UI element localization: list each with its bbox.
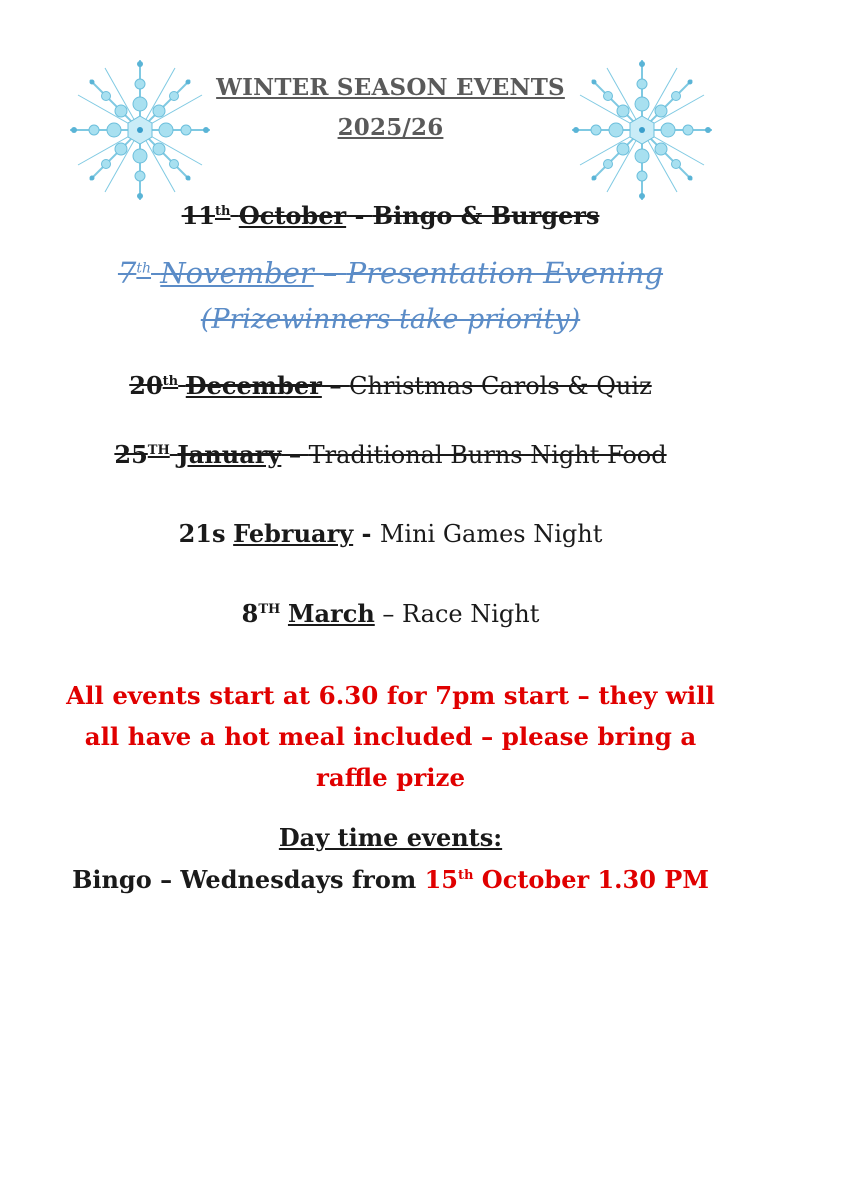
event-month: October — [238, 201, 347, 230]
event-day: 8 — [241, 599, 259, 628]
daytime-day-suffix: th — [457, 868, 474, 883]
event-description: Race Night — [402, 600, 540, 628]
notice-line: all have a hot meal included – please bring a — [84, 722, 697, 751]
event-day: 7 — [117, 256, 137, 290]
event-november-note: (Prizewinners take priority) — [200, 304, 581, 335]
notice-line: All events start at 6.30 for 7pm start – they will — [66, 681, 715, 710]
event-description: Mini Games Night — [379, 520, 603, 548]
event-day-suffix: TH — [258, 602, 281, 617]
event-day-suffix: th — [214, 204, 231, 219]
event-january — [0, 440, 781, 469]
event-day-suffix: TH — [147, 443, 170, 458]
event-separator: - — [353, 519, 380, 548]
event-day: 21s — [178, 519, 226, 548]
event-day: 20 — [129, 371, 163, 400]
event-march — [0, 599, 781, 628]
events-notice — [60, 675, 721, 798]
event-day: 11 — [181, 201, 215, 230]
daytime-prefix: Bingo – Wednesdays from — [72, 865, 425, 894]
event-month: November — [160, 256, 314, 290]
event-month: March — [287, 599, 375, 628]
event-day-suffix: th — [162, 374, 179, 389]
daytime-bingo — [0, 865, 781, 894]
event-december — [0, 371, 781, 400]
event-november — [0, 256, 781, 290]
event-february — [0, 519, 781, 548]
event-month: January — [177, 440, 282, 469]
event-month: December — [185, 371, 322, 400]
daytime-day: 15 — [424, 865, 458, 894]
season-year: 2025/26 — [337, 114, 444, 141]
event-october — [0, 201, 781, 230]
event-description: Presentation Evening — [346, 256, 664, 290]
event-day-suffix: th — [136, 260, 152, 277]
event-description: Bingo & Burgers — [372, 201, 600, 230]
event-month: February — [233, 519, 354, 548]
daytime-heading: Day time events: — [278, 823, 503, 852]
event-separator: - — [346, 201, 373, 230]
event-description: Traditional Burns Night Food — [308, 441, 667, 469]
page-title: WINTER SEASON EVENTS — [216, 74, 565, 101]
daytime-start: October 1.30 PM — [473, 865, 709, 894]
event-day: 25 — [114, 440, 148, 469]
event-separator: – — [374, 600, 403, 628]
event-separator: – — [321, 372, 350, 400]
event-description: Christmas Carols & Quiz — [349, 372, 652, 400]
event-separator: – — [281, 441, 309, 469]
event-separator: – — [313, 256, 347, 290]
notice-line: raffle prize — [315, 763, 466, 792]
